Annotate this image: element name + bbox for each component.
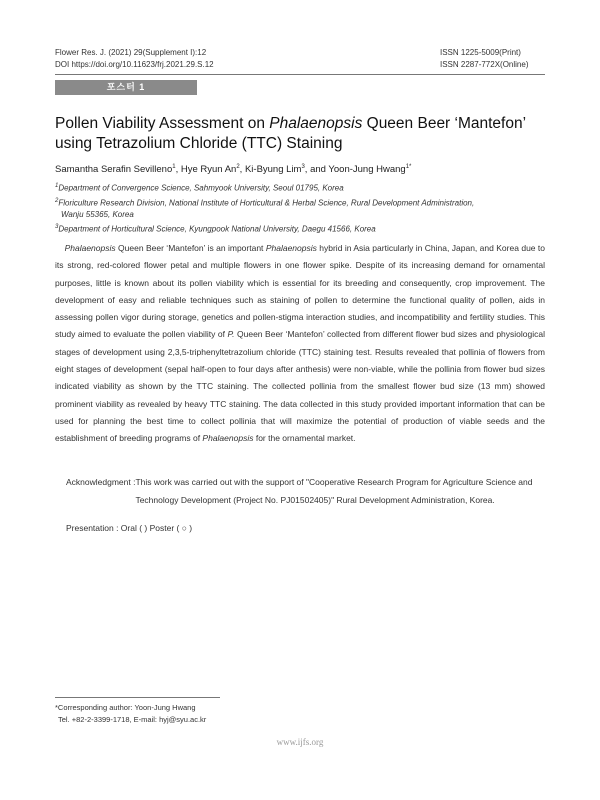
author-name: Hye Ryun An [180, 164, 237, 176]
acknowledgment [66, 473, 545, 509]
author-separator: , [175, 164, 181, 176]
abstract-italic: P. [227, 329, 235, 340]
footnote-divider [55, 697, 220, 698]
affiliation-item [55, 221, 545, 236]
author-list [55, 164, 545, 175]
author-affil-mark: 2 [236, 164, 240, 170]
issn-online: ISSN 2287-772X(Online) [440, 60, 529, 69]
header-divider [55, 74, 545, 75]
issn-block [440, 47, 529, 71]
affiliation-continuation: Wanju 55365, Korea [61, 210, 134, 220]
author-affil-mark: 1 [172, 164, 176, 170]
affiliation-text: Floriculture Research Division, National Institute of Horticultural & Herbal Science, Rural Development Administration, [58, 198, 475, 208]
paper-title [55, 114, 555, 154]
acknowledgment-text: This work was carried out with the support of "Cooperative Research Program for Agriculture Science and Technology Development (Project No. PJ01502405)" Rural Development Administration, Korea. [135, 477, 533, 505]
abstract-text: Queen Beer ‘Mantefon’ is an important [115, 243, 266, 253]
author-name: Ki-Byung Lim [244, 164, 302, 176]
author-affil-mark: 1* [405, 164, 412, 170]
title-part2: Queen Beer ‘Mantefon’ [362, 115, 527, 132]
abstract-text: for the ornamental market. [253, 433, 356, 444]
doi-line[interactable]: DOI https://doi.org/10.11623/frj.2021.29.S.12 [55, 60, 214, 69]
corresponding-author [55, 702, 206, 726]
affiliation-text: Department of Horticultural Science, Kyungpook National University, Daegu 41566, Korea [58, 224, 376, 234]
affiliation-text: Department of Convergence Science, Sahmyook University, Seoul 01795, Korea [58, 183, 344, 193]
journal-line: Flower Res. J. (2021) 29(Supplement I):12 [55, 48, 207, 57]
abstract-text: Queen Beer ‘Mantefon’ collected from different flower bud sizes and physiological stages of development using 2,3,5-triphenyltetrazolium chloride (TTC) staining test. Results revealed that pollinia of flowers from eight stages of development (sepal half-open to four days after anthesis) were non-viable, while the pollinia from flower bud sizes indicated viability as shown by the TTC staining. The collected pollinia from the smallest flower bud size (13 mm) showed prominent viability as revealed by heavy TTC staining. The data collected in this study provided important information that can be used for planning the best time to collect pollinia that will maximize the potential of production of viable seeds and the establishment of breeding programs of [55, 329, 545, 444]
abstract [55, 240, 545, 448]
affiliation-item [55, 180, 545, 195]
presentation-type: Presentation : Oral ( ) Poster ( ○ ) [66, 523, 193, 533]
affiliation-mark: 1 [55, 183, 59, 189]
title-line2: using Tetrazolium Chloride (TTC) Staining [55, 135, 343, 152]
author-name: Samantha Serafin Sevilleno [55, 164, 173, 176]
abstract-italic: Phalaenopsis [202, 433, 254, 444]
corresponding-name: *Corresponding author: Yoon-Jung Hwang [55, 703, 196, 712]
author-affil-mark: 3 [301, 164, 305, 170]
issn-print: ISSN 1225-5009(Print) [440, 48, 521, 57]
abstract-text: hybrid in Asia particularly in China, Japan, and Korea due to its strong, red-colored flower petal and multiple flowers in one flower spike. Despite of its increasing demand for ornamental purposes, little is known about its pollen viability which is essential for its breeding and consequently, crop improvement. The development of easy and reliable techniques such as staining of pollen to determine the functional quality of pollen, aids in assessing pollen vigor during storage, genetics and pollen-stigma interaction studies, and incompatibility and fertility studies. This study aimed to evaluate the pollen viability of [55, 243, 546, 340]
abstract-italic: Phalaenopsis [265, 243, 317, 253]
site-url[interactable]: www.ijfs.org [276, 737, 324, 747]
acknowledgment-label: Acknowledgment : [66, 477, 136, 487]
poster-tag: 포스터 1 [55, 80, 197, 95]
journal-citation [55, 47, 214, 71]
author-separator: , and [304, 164, 329, 176]
abstract-italic: Phalaenopsis [64, 243, 116, 253]
title-italic: Phalaenopsis [269, 115, 363, 132]
affiliation-item [55, 195, 545, 210]
affiliation-list [55, 180, 545, 236]
author-name: Yoon-Jung Hwang [328, 164, 406, 176]
affiliation-mark: 2 [55, 197, 59, 204]
title-part1: Pollen Viability Assessment on [55, 115, 270, 132]
corresponding-contact: Tel. +82-2-3399-1718, E-mail: hyj@syu.ac.kr [58, 715, 207, 724]
author-separator: , [239, 164, 245, 176]
affiliation-mark: 3 [55, 224, 59, 231]
